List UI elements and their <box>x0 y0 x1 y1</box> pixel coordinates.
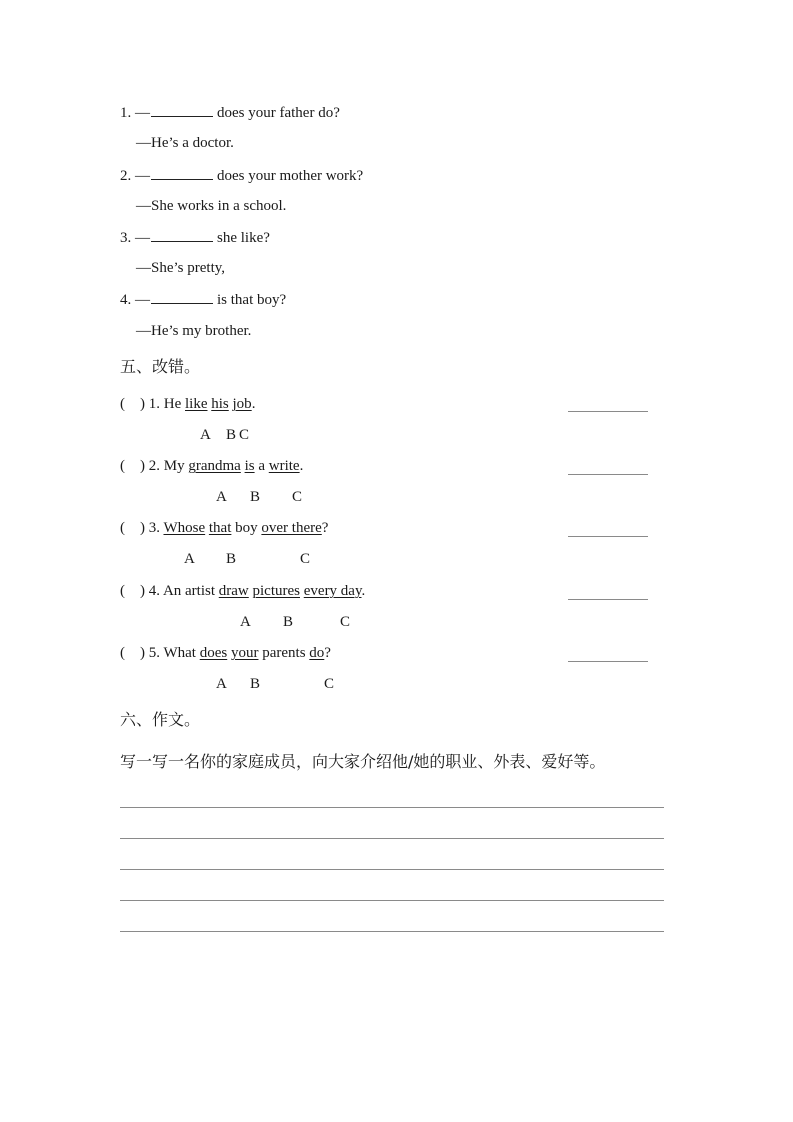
label-a: A <box>216 676 227 692</box>
answer-parentheses[interactable]: ( ) <box>120 645 145 661</box>
label-a: A <box>200 427 211 443</box>
fill-question-4 <box>120 290 286 309</box>
underlined-option-a: grandma <box>188 458 241 474</box>
item-number: 3. <box>148 520 160 536</box>
label-b: B <box>250 676 261 692</box>
underlined-option-b: pictures <box>252 583 300 599</box>
fill-question-2 <box>120 166 363 185</box>
fill-answer-3: —She’s pretty, <box>136 260 226 276</box>
fill-answer-4: —He’s my brother. <box>136 323 252 339</box>
answer-blank[interactable] <box>151 166 213 180</box>
answer-blank[interactable] <box>151 103 213 117</box>
label-a: A <box>240 614 251 630</box>
label-b: B <box>226 551 237 567</box>
underlined-option-c: over there <box>261 520 322 536</box>
question-text: she like? <box>217 230 270 246</box>
correction-item-3 <box>120 519 328 537</box>
question-text: does your father do? <box>217 105 340 121</box>
correction-item-4 <box>120 582 365 600</box>
writing-line-1[interactable] <box>120 807 664 808</box>
underlined-option-c: every day <box>303 583 362 599</box>
question-text: does your mother work? <box>217 168 364 184</box>
sentence: An artist draw pictures every day. <box>162 583 366 599</box>
writing-line-3[interactable] <box>120 869 664 870</box>
question-number: 1. — <box>120 105 150 121</box>
fill-question-1 <box>120 103 340 122</box>
underlined-option-c: write <box>268 458 300 474</box>
label-c: C <box>239 427 250 443</box>
underlined-option-b: his <box>211 396 229 412</box>
label-c: C <box>324 676 335 692</box>
item-number: 2. <box>148 458 160 474</box>
item-number: 5. <box>148 645 160 661</box>
underlined-option-a: like <box>185 396 208 412</box>
correction-answer-line-5[interactable] <box>568 661 648 662</box>
composition-prompt: 写一写一名你的家庭成员，向大家介绍他/她的职业、外表、爱好等。 <box>120 752 606 771</box>
writing-line-5[interactable] <box>120 931 664 932</box>
underlined-option-a: draw <box>218 583 249 599</box>
answer-parentheses[interactable]: ( ) <box>120 583 145 599</box>
answer-parentheses[interactable]: ( ) <box>120 520 145 536</box>
underlined-option-b: that <box>208 520 232 536</box>
answer-blank[interactable] <box>151 228 213 242</box>
answer-parentheses[interactable]: ( ) <box>120 396 145 412</box>
label-c: C <box>300 551 311 567</box>
underlined-option-a: does <box>199 645 228 661</box>
answer-blank[interactable] <box>151 290 213 304</box>
correction-answer-line-1[interactable] <box>568 411 648 412</box>
question-text: is that boy? <box>217 292 287 308</box>
sentence: He like his job. <box>163 396 256 412</box>
underlined-option-b: is <box>244 458 255 474</box>
correction-item-2 <box>120 457 303 475</box>
section-6-heading: 六、作文。 <box>120 710 201 729</box>
sentence: Whose that boy over there? <box>163 520 329 536</box>
underlined-option-a: Whose <box>163 520 206 536</box>
correction-answer-line-4[interactable] <box>568 599 648 600</box>
answer-parentheses[interactable]: ( ) <box>120 458 145 474</box>
sentence: What does your parents do? <box>163 645 331 661</box>
correction-item-5 <box>120 644 331 662</box>
fill-question-3 <box>120 228 270 247</box>
label-b: B <box>226 427 237 443</box>
underlined-option-c: do <box>309 645 325 661</box>
correction-answer-line-3[interactable] <box>568 536 648 537</box>
section-5-heading: 五、改错。 <box>120 357 201 376</box>
question-number: 2. — <box>120 168 150 184</box>
label-b: B <box>250 489 261 505</box>
underlined-option-b: your <box>230 645 259 661</box>
label-c: C <box>340 614 351 630</box>
label-b: B <box>283 614 294 630</box>
sentence: My grandma is a write. <box>163 458 304 474</box>
fill-answer-2: —She works in a school. <box>136 198 287 214</box>
label-c: C <box>292 489 303 505</box>
fill-answer-1: —He’s a doctor. <box>136 135 234 151</box>
writing-line-4[interactable] <box>120 900 664 901</box>
question-number: 3. — <box>120 230 150 246</box>
item-number: 4. <box>148 583 160 599</box>
label-a: A <box>184 551 195 567</box>
label-a: A <box>216 489 227 505</box>
item-number: 1. <box>148 396 160 412</box>
underlined-option-c: job <box>232 396 252 412</box>
question-number: 4. — <box>120 292 150 308</box>
writing-line-2[interactable] <box>120 838 664 839</box>
correction-answer-line-2[interactable] <box>568 474 648 475</box>
correction-item-1 <box>120 395 255 413</box>
